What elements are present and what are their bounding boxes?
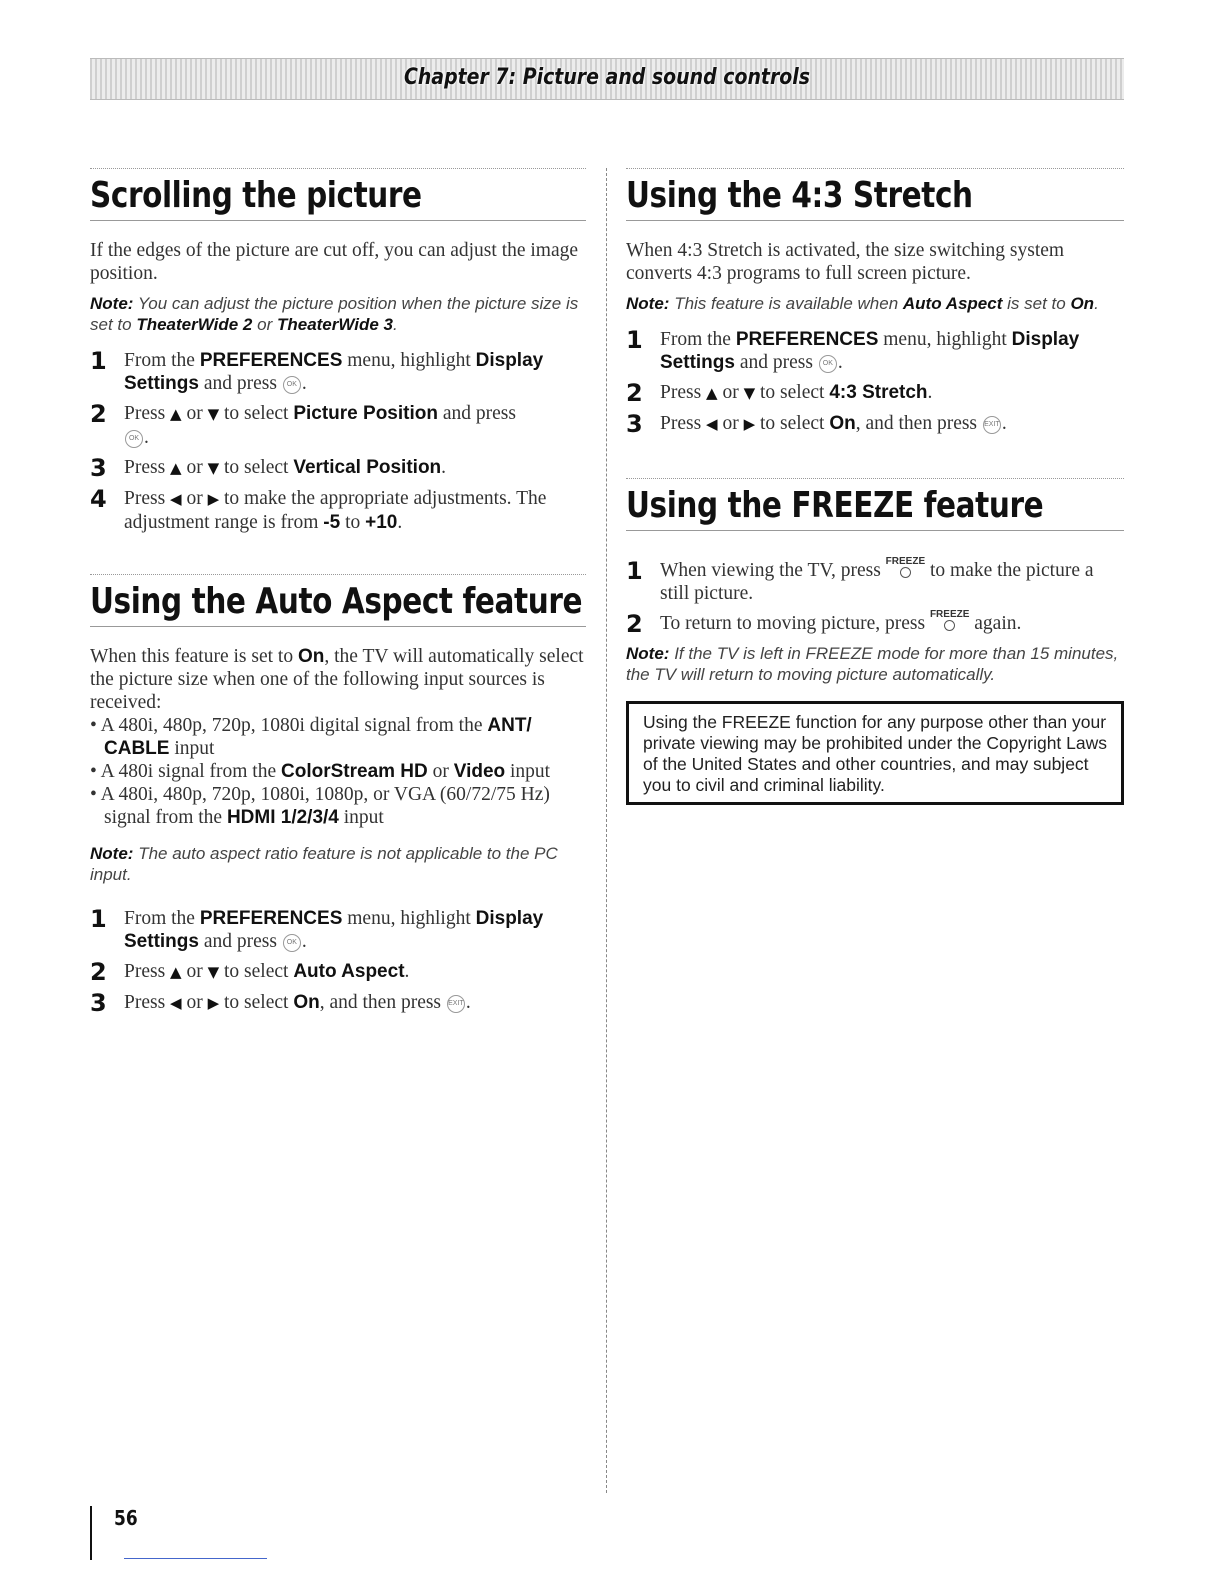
ok-button-icon: OK: [819, 355, 837, 373]
list-item: • A 480i signal from the ColorStream HD or Video input: [90, 761, 551, 782]
right-column: [626, 168, 1124, 805]
freeze-button-icon: FREEZE: [886, 557, 925, 578]
right-arrow-icon: ▶: [743, 415, 756, 433]
input-source-list: [90, 714, 586, 829]
ok-button-icon: OK: [125, 430, 143, 448]
auto-aspect-intro: When this feature is set to On, the TV will automatically select the picture size when one of the following input sources is received:: [90, 646, 584, 713]
footer-rule: [124, 1558, 267, 1559]
right-arrow-icon: ▶: [207, 994, 220, 1012]
ok-button-icon: OK: [283, 934, 301, 952]
up-arrow-icon: ▲: [170, 405, 182, 423]
up-arrow-icon: ▲: [170, 963, 182, 981]
down-arrow-icon: ▼: [207, 405, 220, 423]
down-arrow-icon: ▼: [207, 459, 220, 477]
copyright-warning-box: Using the FREEZE function for any purpose other than your private viewing may be prohibited under the Copyright Laws of the United States and other countries, and may subject you to civil and criminal liability.: [626, 701, 1124, 805]
chapter-banner: [90, 58, 1124, 100]
exit-button-icon: EXIT: [447, 995, 465, 1013]
list-item: 1 From the PREFERENCES menu, highlight Display Settings and press OK .: [626, 326, 1080, 373]
section-stretch: [626, 168, 1124, 436]
list-item: 4 Press ◀ or ▶ to make the appropriate adjustments. The adjustment range is from -5 to +10.: [90, 485, 547, 533]
section-scrolling: [90, 168, 586, 534]
freeze-steps: [626, 556, 1124, 638]
ok-button-icon: OK: [283, 376, 301, 394]
section-auto-aspect: [90, 574, 586, 1015]
list-item: 3 Press ▲ or ▼ to select Vertical Position.: [90, 454, 447, 482]
scrolling-steps: [90, 349, 586, 534]
list-item: 2 Press ▲ or ▼ to select Picture Position and press OK .: [90, 400, 516, 448]
scrolling-intro: If the edges of the picture are cut off, you can adjust the image position.: [90, 240, 579, 284]
list-item: 3 Press ◀ or ▶ to select On, and then press EXIT .: [626, 410, 1007, 438]
chapter-title: Chapter 7: Picture and sound controls: [403, 65, 811, 90]
down-arrow-icon: ▼: [207, 963, 220, 981]
section-title-auto-aspect: Using the Auto Aspect feature: [90, 575, 586, 627]
list-item: 1 From the PREFERENCES menu, highlight Display Settings and press OK .: [90, 347, 544, 394]
left-arrow-icon: ◀: [170, 490, 182, 508]
stretch-intro: When 4:3 Stretch is activated, the size switching system converts 4:3 programs to full screen picture.: [626, 240, 1065, 284]
list-item: • A 480i, 480p, 720p, 1080i, 1080p, or VGA (60/72/75 Hz) signal from the HDMI 1/2/3/4 input: [90, 784, 550, 828]
list-item: 2 To return to moving picture, press FREEZE again.: [626, 609, 1022, 638]
list-item: 2 Press ▲ or ▼ to select Auto Aspect.: [90, 958, 410, 986]
list-item: • A 480i, 480p, 720p, 1080i digital signal from the ANT/ CABLE input: [90, 715, 532, 759]
page-number: 56: [90, 1506, 142, 1560]
list-item: 2 Press ▲ or ▼ to select 4:3 Stretch.: [626, 379, 933, 407]
list-item: 1 When viewing the TV, press FREEZE to make the picture a still picture.: [626, 556, 1094, 604]
up-arrow-icon: ▲: [170, 459, 182, 477]
left-arrow-icon: ◀: [170, 994, 182, 1012]
auto-aspect-steps: [90, 907, 586, 1015]
left-arrow-icon: ◀: [706, 415, 718, 433]
section-title-freeze: Using the FREEZE feature: [626, 479, 1124, 531]
left-column: [90, 168, 586, 1022]
scrolling-note: Note: You can adjust the picture position when the picture size is set to TheaterWide 2 or TheaterWide 3.: [90, 294, 579, 334]
freeze-note: Note: If the TV is left in FREEZE mode for more than 15 minutes, the TV will return to moving picture automatically.: [626, 644, 1119, 684]
stretch-steps: [626, 328, 1124, 436]
section-title-scrolling: Scrolling the picture: [90, 169, 586, 221]
section-title-stretch: Using the 4:3 Stretch: [626, 169, 1124, 221]
down-arrow-icon: ▼: [743, 384, 756, 402]
right-arrow-icon: ▶: [207, 490, 220, 508]
list-item: 1 From the PREFERENCES menu, highlight Display Settings and press OK .: [90, 905, 544, 952]
section-freeze: [626, 478, 1124, 805]
freeze-button-icon: FREEZE: [930, 610, 969, 631]
exit-button-icon: EXIT: [983, 416, 1001, 434]
up-arrow-icon: ▲: [706, 384, 718, 402]
auto-aspect-note: Note: The auto aspect ratio feature is not applicable to the PC input.: [90, 844, 558, 884]
list-item: 3 Press ◀ or ▶ to select On, and then press EXIT .: [90, 989, 471, 1017]
column-divider: [606, 168, 607, 1493]
stretch-note: Note: This feature is available when Auto Aspect is set to On.: [626, 294, 1099, 313]
